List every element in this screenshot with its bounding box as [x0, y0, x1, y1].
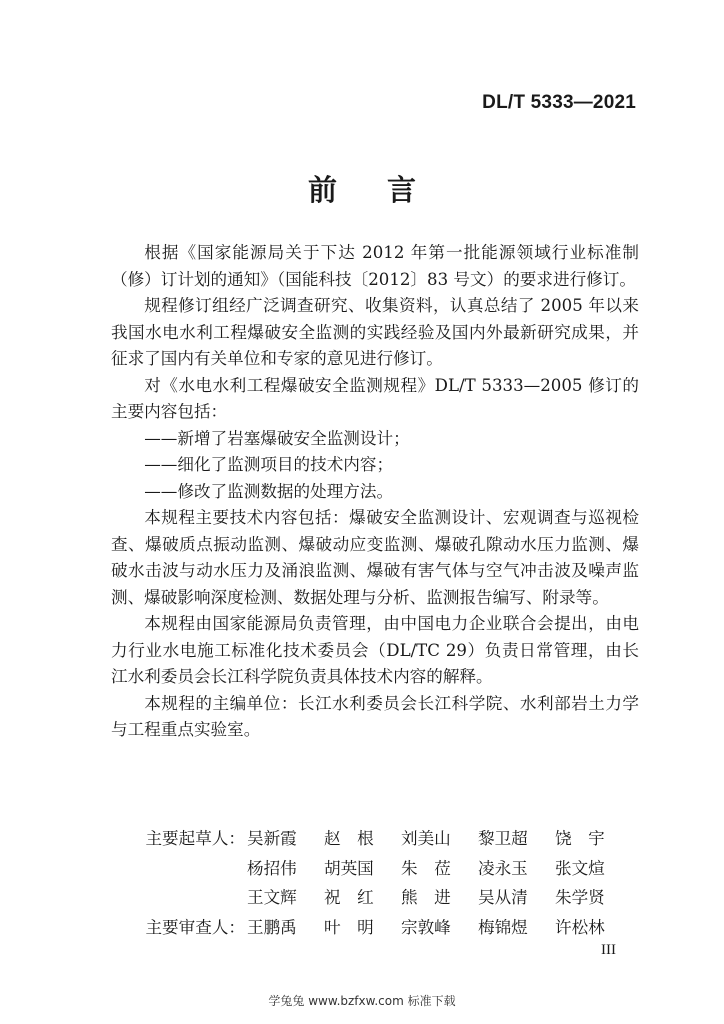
drafters-label: 主要起草人： [145, 829, 245, 848]
drafter-name: 凌永玉 [478, 858, 528, 878]
change-item: ——修改了监测数据的处理方法。 [144, 481, 394, 501]
paragraph-technical-content: 本规程主要技术内容包括：爆破安全监测设计、宏观调查与巡视检查、爆破质点振动监测、爆破动应变监测、爆破孔隙动水压力监测、爆破水击波与动水压力及涌浪监测、爆破有害气体与空气冲击波及噪声监测、爆破影响深度检测、数据处理与分析、监测报告编写、附录等。 [111, 508, 639, 607]
drafter-name: 赵 根 [324, 829, 374, 848]
drafter-name: 杨招伟 [247, 858, 297, 878]
reviewers-row [111, 913, 639, 943]
reviewer-name: 王鹏禹 [247, 917, 297, 937]
paragraph-basis: 根据《国家能源局关于下达 2012 年第一批能源领域行业标准制（修）订计划的通知》（国能科技〔2012〕83 号文）的要求进行修订。 [111, 243, 639, 289]
personnel-list [111, 824, 639, 942]
paragraph-management: 本规程由国家能源局负责管理，由中国电力企业联合会提出，由电力行业水电施工标准化技术委员会（DL/TC 29）负责日常管理，由长江水利委员会长江科学院负责具体技术内容的解释。 [111, 614, 639, 686]
drafter-name: 饶 宇 [555, 829, 605, 848]
drafter-name: 黎卫超 [478, 829, 528, 848]
drafter-name: 朱 莅 [401, 858, 451, 878]
drafter-name: 朱学贤 [555, 888, 605, 907]
title-char-1: 前 [307, 173, 337, 207]
footer-watermark[interactable]: 学兔兔 www.bzfxw.com 标准下载 [268, 994, 456, 1008]
change-item: ——细化了监测项目的技术内容； [144, 455, 394, 474]
paragraph-revision-process: 规程修订组经广泛调查研究、收集资料，认真总结了 2005 年以来我国水电水利工程爆破安全监测的实践经验及国内外最新研究成果，并征求了国内有关单位和专家的意见进行修订。 [111, 296, 639, 368]
drafter-name: 张文煊 [555, 858, 605, 878]
drafter-name: 熊 进 [401, 888, 451, 907]
reviewer-name: 叶 明 [324, 917, 374, 937]
reviewers-label: 主要审查人： [145, 917, 245, 937]
change-item: ——新增了岩塞爆破安全监测设计； [144, 428, 410, 448]
reviewer-name: 梅锦煜 [478, 917, 528, 937]
reviewer-name: 宗敦峰 [401, 917, 451, 937]
drafter-name: 胡英国 [324, 858, 374, 878]
drafters-row [111, 824, 639, 854]
drafters-row [111, 883, 639, 913]
title-char-2: 言 [387, 173, 417, 207]
drafter-name: 吴新霞 [247, 829, 297, 848]
reviewer-name: 许松林 [555, 917, 605, 937]
drafter-name: 王文辉 [247, 888, 297, 907]
paragraph-chief-editor: 本规程的主编单位：长江水利委员会长江科学院、水利部岩土力学与工程重点实验室。 [111, 693, 639, 739]
standard-code: DL/T 5333—2021 [482, 92, 636, 113]
page-title [0, 168, 724, 209]
preface-body [111, 240, 639, 744]
paragraph-main-changes: 对《水电水利工程爆破安全监测规程》DL/T 5333—2005 修订的主要内容包括： [111, 375, 639, 421]
drafter-name: 吴从清 [478, 888, 528, 907]
page-number: III [601, 942, 616, 958]
drafters-row [111, 854, 639, 884]
drafter-name: 刘美山 [401, 829, 451, 848]
drafter-name: 祝 红 [324, 888, 374, 907]
